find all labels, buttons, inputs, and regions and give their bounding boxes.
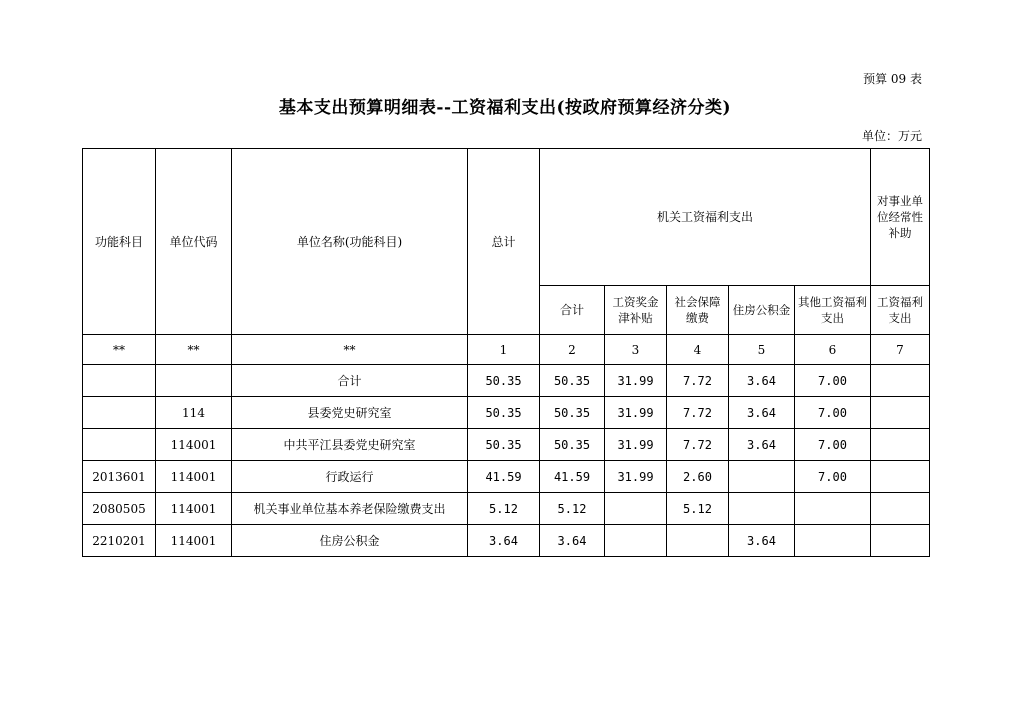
cell-unit-code: 114001 (156, 429, 232, 461)
index-row (83, 335, 930, 365)
cell-other (795, 493, 871, 525)
header-sub-total: 合计 (540, 286, 605, 335)
cell-total: 41.59 (468, 461, 540, 493)
cell-sum: 50.35 (540, 429, 605, 461)
cell-unit-name: 机关事业单位基本养老保险缴费支出 (232, 493, 468, 525)
header-unit-name: 单位名称(功能科目) (232, 149, 468, 335)
index-cell: 4 (667, 335, 729, 365)
cell-subsidy (871, 397, 930, 429)
index-cell: 1 (468, 335, 540, 365)
header-sub-other: 其他工资福利支出 (795, 286, 871, 335)
header-row-1 (83, 149, 930, 286)
cell-unit-code: 114001 (156, 461, 232, 493)
budget-table (82, 148, 930, 557)
table-row (83, 365, 930, 397)
cell-social: 5.12 (667, 493, 729, 525)
unit-label: 单位：万元 (861, 129, 922, 143)
cell-other (795, 525, 871, 557)
cell-sum: 50.35 (540, 365, 605, 397)
index-cell: 3 (605, 335, 667, 365)
index-cell: ** (156, 335, 232, 365)
cell-total: 3.64 (468, 525, 540, 557)
cell-wage: 31.99 (605, 365, 667, 397)
cell-unit-code: 114001 (156, 493, 232, 525)
index-cell: 5 (729, 335, 795, 365)
header-sub-wage: 工资奖金津补贴 (605, 286, 667, 335)
page-title: 基本支出预算明细表--工资福利支出(按政府预算经济分类) (278, 98, 732, 118)
cell-unit-name: 住房公积金 (232, 525, 468, 557)
cell-subsidy (871, 461, 930, 493)
header-group-subsidy: 对事业单位经常性补助 (871, 149, 930, 286)
table-row (83, 397, 930, 429)
header-sub-social: 社会保障缴费 (667, 286, 729, 335)
cell-housing (729, 493, 795, 525)
cell-wage: 31.99 (605, 461, 667, 493)
header-group-org-wages: 机关工资福利支出 (540, 149, 871, 286)
cell-sum: 41.59 (540, 461, 605, 493)
index-cell: 6 (795, 335, 871, 365)
cell-subsidy (871, 429, 930, 461)
cell-unit-name: 县委党史研究室 (232, 397, 468, 429)
cell-func-code (83, 429, 156, 461)
cell-total: 50.35 (468, 429, 540, 461)
index-cell: 2 (540, 335, 605, 365)
cell-housing: 3.64 (729, 397, 795, 429)
cell-unit-name: 合计 (232, 365, 468, 397)
cell-social (667, 525, 729, 557)
cell-wage (605, 525, 667, 557)
cell-housing: 3.64 (729, 429, 795, 461)
cell-housing (729, 461, 795, 493)
index-cell: ** (232, 335, 468, 365)
cell-func-code (83, 397, 156, 429)
cell-wage: 31.99 (605, 397, 667, 429)
cell-social: 7.72 (667, 397, 729, 429)
header-func-code: 功能科目 (83, 149, 156, 335)
cell-subsidy (871, 525, 930, 557)
cell-subsidy (871, 493, 930, 525)
form-number: 预算 09 表 (863, 72, 922, 86)
index-cell: ** (83, 335, 156, 365)
cell-func-code: 2013601 (83, 461, 156, 493)
cell-unit-name: 中共平江县委党史研究室 (232, 429, 468, 461)
cell-unit-code (156, 365, 232, 397)
cell-sum: 3.64 (540, 525, 605, 557)
cell-other: 7.00 (795, 397, 871, 429)
cell-total: 50.35 (468, 397, 540, 429)
header-unit-code: 单位代码 (156, 149, 232, 335)
cell-unit-code: 114 (156, 397, 232, 429)
cell-wage: 31.99 (605, 429, 667, 461)
table-row (83, 493, 930, 525)
cell-func-code: 2210201 (83, 525, 156, 557)
cell-other: 7.00 (795, 429, 871, 461)
cell-total: 5.12 (468, 493, 540, 525)
cell-subsidy (871, 365, 930, 397)
index-cell: 7 (871, 335, 930, 365)
header-sub-housing: 住房公积金 (729, 286, 795, 335)
header-total: 总计 (468, 149, 540, 335)
table-row (83, 525, 930, 557)
header-sub-subsidy-wage: 工资福利支出 (871, 286, 930, 335)
table-row (83, 461, 930, 493)
cell-social: 2.60 (667, 461, 729, 493)
cell-func-code (83, 365, 156, 397)
cell-other: 7.00 (795, 365, 871, 397)
cell-housing: 3.64 (729, 365, 795, 397)
cell-func-code: 2080505 (83, 493, 156, 525)
cell-sum: 5.12 (540, 493, 605, 525)
cell-social: 7.72 (667, 429, 729, 461)
cell-unit-code: 114001 (156, 525, 232, 557)
cell-sum: 50.35 (540, 397, 605, 429)
cell-housing: 3.64 (729, 525, 795, 557)
table-row (83, 429, 930, 461)
cell-wage (605, 493, 667, 525)
cell-other: 7.00 (795, 461, 871, 493)
cell-unit-name: 行政运行 (232, 461, 468, 493)
cell-total: 50.35 (468, 365, 540, 397)
cell-social: 7.72 (667, 365, 729, 397)
